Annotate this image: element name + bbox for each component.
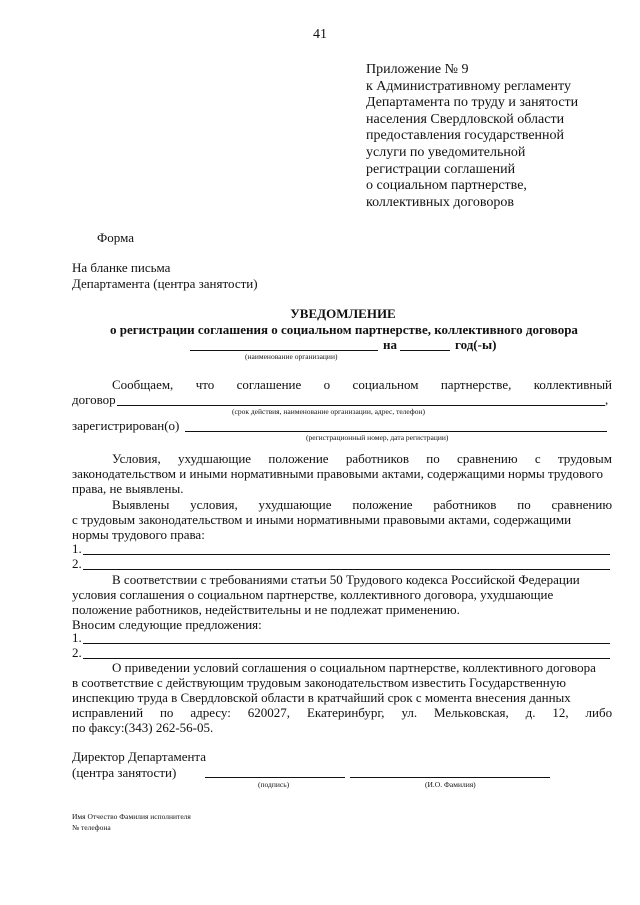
paragraph-line: исправлений по адресу: 620027, Екатеринбург, ул. Мельковская, д. 12, либо (72, 705, 613, 720)
paragraph-text: права, не выявлены. (72, 481, 184, 496)
org-name-field-line (190, 350, 378, 351)
paragraph-text: с трудовым законодательством и иными нормативными правовыми актами, содержащими (72, 512, 572, 527)
executor-phone: № телефона (72, 823, 111, 832)
year-field-line (400, 350, 450, 351)
appendix-line: предоставления государственной (366, 128, 565, 144)
registration-caption: (регистрационный номер, дата регистрации) (306, 433, 449, 442)
paragraph-line: Выявлены условия, ухудшающие положение работников по сравнению (112, 497, 613, 512)
paragraph-text: инспекцию труда в Свердловской области в кратчайший срок с момента внесения данных (72, 690, 571, 705)
list-number: 2. (72, 556, 82, 571)
entry-field-line (83, 554, 610, 555)
year-word: год(-ы) (455, 337, 497, 352)
term-caption: (срок действия, наименование организации, адрес, телефон) (232, 407, 425, 416)
paragraph-text: в соответствие с действующим трудовым законодательством известить Государственную (72, 675, 566, 690)
entry-field-line (83, 658, 610, 659)
letterhead-line: На бланке письма (72, 260, 171, 275)
executor-name: Имя Отчество Фамилия исполнителя (72, 812, 191, 821)
paragraph-text: Вносим следующие предложения: (72, 617, 262, 632)
org-name-caption: (наименование организации) (245, 352, 338, 361)
list-number: 2. (72, 645, 82, 660)
registered-label: зарегистрирован(о) (72, 418, 180, 433)
appendix-line: услуги по уведомительной (366, 144, 526, 160)
paragraph-text: договор (72, 392, 116, 407)
signatory-title: Директор Департамента (72, 749, 207, 764)
list-number: 1. (72, 541, 82, 556)
list-number: 1. (72, 630, 82, 645)
signature-caption: (подпись) (258, 780, 290, 789)
appendix-line: регистрации соглашений (366, 161, 516, 177)
paragraph-text: О приведении условий соглашения о социальном партнерстве, коллективного договора (112, 660, 596, 675)
document-subtitle: о регистрации соглашения о социальном партнерстве, коллективного договора (110, 322, 578, 337)
signatory-title: (центра занятости) (72, 765, 177, 780)
paragraph-line: Сообщаем, что соглашение о социальном партнерстве, коллективный (112, 377, 613, 392)
paragraph-text: нормы трудового права: (72, 527, 205, 542)
paragraph-line: Условия, ухудшающие положение работников по сравнению с трудовым (112, 451, 613, 466)
name-caption: (И.О. Фамилия) (425, 780, 476, 789)
appendix-line: о социальном партнерстве, (366, 178, 527, 194)
appendix-line: Департамента по труду и занятости (366, 95, 579, 111)
term-field-line (117, 405, 605, 406)
page-number: 41 (313, 27, 327, 42)
on-word: на (383, 337, 397, 352)
signature-field-line (205, 777, 345, 778)
letterhead-line: Департамента (центра занятости) (72, 276, 258, 291)
comma: , (605, 392, 609, 407)
appendix-line: к Административному регламенту (366, 78, 571, 94)
paragraph-text: по факсу:(343) 262-56-05. (72, 720, 214, 735)
entry-field-line (83, 643, 610, 644)
paragraph-text: В соответствии с требованиями статьи 50 Трудового кодекса Российской Федерации (112, 572, 580, 587)
document-title: УВЕДОМЛЕНИЕ (290, 306, 396, 321)
appendix-line: Приложение № 9 (366, 62, 469, 77)
appendix-line: коллективных договоров (366, 194, 514, 210)
paragraph-text: положение работников, недействительны и не подлежат применению. (72, 602, 460, 617)
appendix-line: населения Свердловской области (366, 111, 565, 127)
registration-field-line (185, 431, 607, 432)
entry-field-line (83, 569, 610, 570)
appendix-block (366, 62, 578, 211)
paragraph-text: условия соглашения о социальном партнерстве, коллективного договора, ухудшающие (72, 587, 554, 602)
form-label: Форма (97, 230, 134, 245)
name-field-line (350, 777, 550, 778)
paragraph-text: законодательством и иными нормативными правовыми актами, содержащими нормы трудового (72, 466, 604, 481)
